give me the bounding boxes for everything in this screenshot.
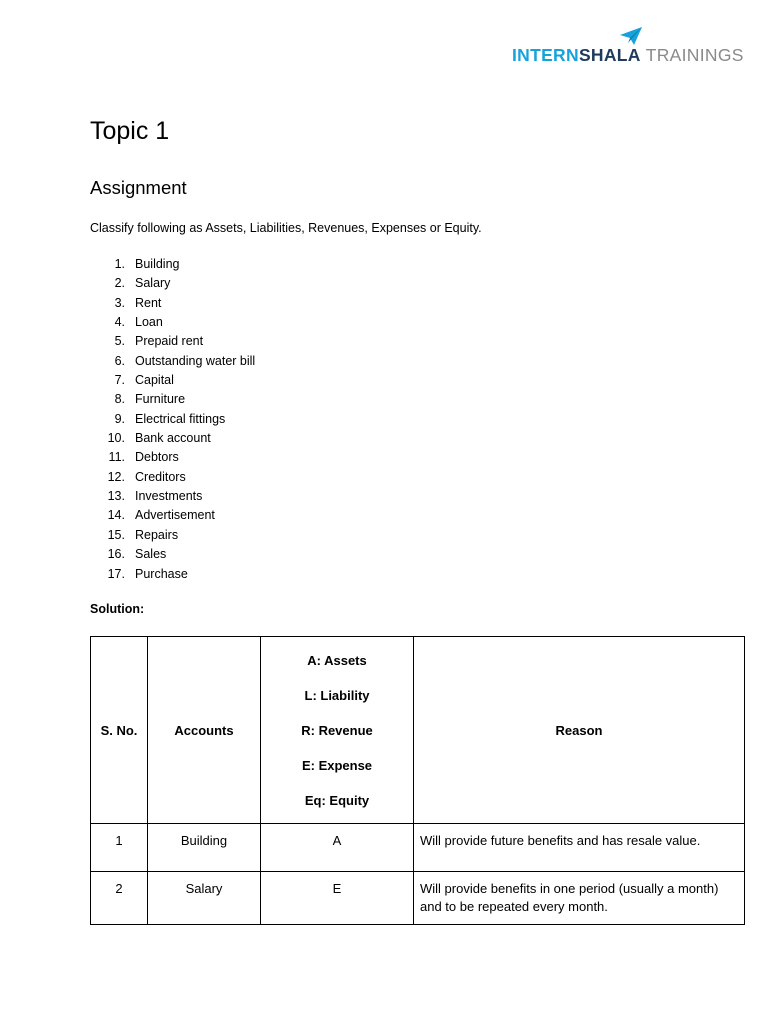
list-item-label: Electrical fittings [135,411,226,426]
cell-account: Building [148,824,261,872]
list-item-number: 1. [114,257,125,271]
list-item [90,295,390,314]
list-item-number: 10. [107,431,125,446]
list-item-number: 14. [107,508,125,523]
list-item-number: 3. [114,295,125,310]
list-item-label: Furniture [135,392,186,407]
internshala-trainings-logo [512,26,748,66]
list-item-number: 6. [114,353,125,368]
legend-revenue: R: Revenue [301,722,373,738]
list-item-label: Creditors [135,469,186,484]
list-item [90,469,390,488]
list-item [90,430,390,449]
list-item-label: Prepaid rent [135,334,204,349]
list-item-number: 12. [107,469,125,484]
header-category-legend [261,637,414,824]
list-item-label: Salary [135,276,171,291]
list-item-number: 7. [114,373,125,388]
legend-assets: A: Assets [307,652,367,668]
list-item-label: Repairs [135,527,179,542]
list-item-label: Investments [135,489,203,504]
list-item [90,333,390,352]
cell-category: A [261,824,414,872]
list-item-label: Debtors [135,450,179,465]
list-item [90,372,390,391]
list-item [90,566,390,585]
list-item-number: 5. [114,334,125,349]
list-item [90,391,390,410]
table-row [91,872,745,925]
table-header-row [91,637,745,824]
list-item-number: 13. [107,489,125,504]
table-row [91,824,745,872]
cell-sno: 2 [91,872,148,925]
logo-brand-part1: INTERN [512,45,579,65]
list-item-number: 17. [107,566,125,581]
account-items-list [90,256,390,585]
list-item-label: Capital [135,373,174,388]
logo-suffix: TRAININGS [645,45,744,65]
list-item-label: Loan [135,315,163,330]
list-item [90,488,390,507]
section-heading: Assignment [90,177,187,198]
list-item-number: 2. [114,276,125,291]
logo-wordmark [512,45,744,66]
cell-sno: 1 [91,824,148,872]
header-accounts: Accounts [148,637,261,824]
solution-label: Solution: [90,602,145,616]
list-item-label: Purchase [135,566,188,581]
list-item [90,449,390,468]
list-item-number: 8. [114,392,125,407]
list-item-label: Building [135,257,180,271]
list-item [90,527,390,546]
cell-reason: Will provide future benefits and has resale value. [414,824,745,872]
logo-brand-part2: SHALA [578,45,641,65]
solution-table [90,636,745,925]
legend-liability: L: Liability [304,687,370,703]
legend-equity: Eq: Equity [304,792,370,808]
list-item-label: Advertisement [135,508,215,523]
list-item-number: 11. [108,450,125,465]
cell-reason: Will provide benefits in one period (usually a month) and to be repeated every month. [414,872,745,925]
list-item [90,546,390,565]
list-item-label: Sales [135,547,167,562]
list-item-label: Rent [135,295,162,310]
list-item [90,411,390,430]
cell-account: Salary [148,872,261,925]
list-item-label: Outstanding water bill [135,353,256,368]
list-item-number: 9. [114,411,125,426]
header-reason: Reason [414,637,745,824]
legend-expense: E: Expense [301,757,373,773]
list-item [90,507,390,526]
list-item-label: Bank account [135,431,211,446]
list-item-number: 16. [107,547,125,562]
paper-plane-icon [619,26,643,46]
instruction-text: Classify following as Assets, Liabilities, Revenues, Expenses or Equity. [90,221,482,235]
list-item-number: 4. [114,315,125,330]
list-item [90,256,390,275]
page-title: Topic 1 [90,117,170,145]
list-item-number: 15. [107,527,125,542]
list-item [90,353,390,372]
list-item [90,275,390,294]
header-sno: S. No. [91,637,148,824]
list-item [90,314,390,333]
cell-category: E [261,872,414,925]
